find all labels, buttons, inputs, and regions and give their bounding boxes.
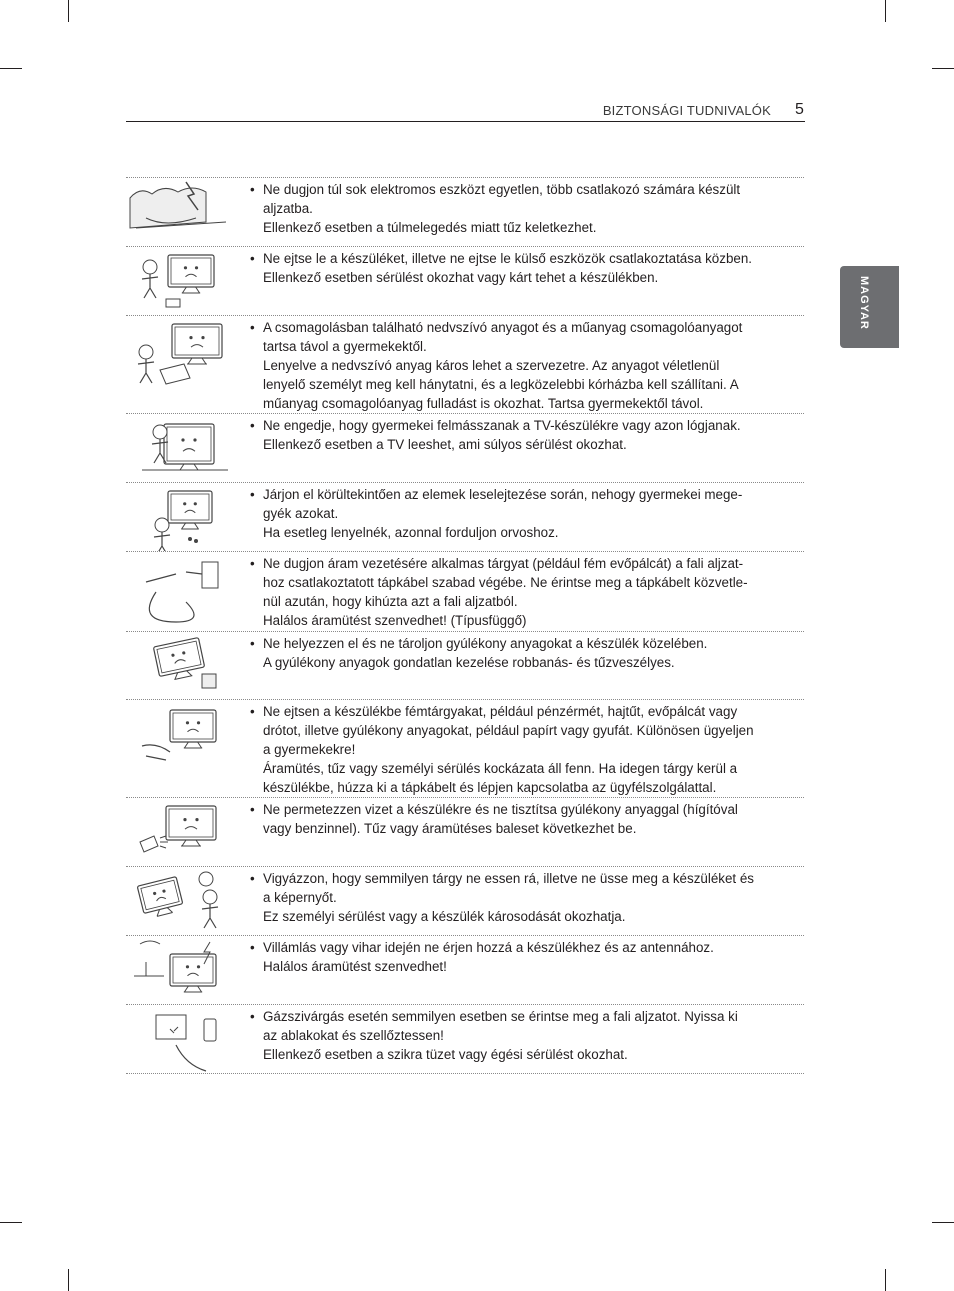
crop-mark [68,1269,69,1291]
warning-item [126,552,804,632]
warning-item [126,700,804,798]
bullet-icon: • [250,1009,255,1024]
warning-line: Vigyázzon, hogy semmilyen tárgy ne essen rá, illetve ne üsse meg a készüléket és [263,871,754,886]
warning-text [126,632,804,699]
warning-line: készülékbe, húzza ki a tápkábelt és lépjen kapcsolatba az ügyfélszolgálattal. [263,780,717,795]
warning-line: a képernyőt. [263,890,337,905]
warning-line: Villámlás vagy vihar idején ne érjen hozzá a készülékhez és az antennához. [263,940,714,955]
warning-line: Gázszivárgás esetén semmilyen esetben se érintse meg a fali aljzatot. Nyissa ki [263,1009,738,1024]
warning-line: Ellenkező esetben a TV leeshet, ami súlyos sérülést okozhat. [263,437,627,452]
bullet-icon: • [250,182,255,197]
bullet-icon: • [250,636,255,651]
warning-item [126,178,804,247]
header-rule [126,121,805,122]
warning-list [126,177,804,1074]
warning-line: Ne dugjon áram vezetésére alkalmas tárgyat (például fém evőpálcát) a fali aljzat- [263,556,744,571]
warning-line: Ellenkező esetben a szikra tüzet vagy égési sérülést okozhat. [263,1047,628,1062]
warning-item [126,936,804,1005]
bullet-icon: • [250,418,255,433]
warning-text [126,247,804,315]
warning-line: vagy benzinnel). Tűz vagy áramütéses baleset következhet be. [263,821,637,836]
warning-item [126,798,804,867]
crop-mark [885,0,886,22]
bullet-icon: • [250,251,255,266]
warning-line: Ha esetleg lenyelnék, azonnal forduljon orvoshoz. [263,525,559,540]
warning-text [126,700,804,797]
warning-line: Ne helyezzen el és ne tároljon gyúlékony anyagokat a készülék közelében. [263,636,708,651]
bullet-icon: • [250,940,255,955]
section-title: BIZTONSÁGI TUDNIVALÓK [602,103,771,118]
warning-item [126,632,804,700]
warning-line: Áramütés, tűz vagy személyi sérülés kockázata áll fenn. Ha idegen tárgy kerül a [263,761,738,776]
warning-text [126,316,804,413]
warning-item [126,247,804,316]
warning-line: nül azután, hogy kihúzta azt a fali aljzatból. [263,594,518,609]
warning-line: Ellenkező esetben sérülést okozhat vagy kárt tehet a készülékben. [263,270,659,285]
bullet-icon: • [250,704,255,719]
warning-line: Ne dugjon túl sok elektromos eszközt egyetlen, több csatlakozó számára készült [263,182,741,197]
crop-mark [0,1222,22,1223]
crop-mark [932,1222,954,1223]
warning-line: Ez személyi sérülést vagy a készülék károsodását okozhatja. [263,909,626,924]
warning-text [126,798,804,866]
warning-text [126,936,804,1004]
warning-line: Ne ejtse le a készüléket, illetve ne ejtse le külső eszközök csatlakoztatása közben. [263,251,753,266]
warning-item [126,316,804,414]
warning-item [126,483,804,552]
warning-line: A gyúlékony anyagok gondatlan kezelése robbanás- és tűzveszélyes. [263,655,675,670]
warning-line: az ablakokat és szellőztessen! [263,1028,444,1043]
crop-mark [932,68,954,69]
language-tab-label: MAGYAR [858,276,870,330]
warning-line: hoz csatlakoztatott tápkábel szabad végébe. Ne érintse meg a tápkábelt közvetle- [263,575,748,590]
warning-line: Ne engedje, hogy gyermekei felmásszanak a TV-készülékre vagy azon lógjanak. [263,418,741,433]
warning-text [126,178,804,246]
crop-mark [68,0,69,22]
warning-text [126,552,804,631]
warning-line: Járjon el körültekintően az elemek leselejtezése során, nehogy gyermekei mege- [263,487,743,502]
warning-line: Ne ejtsen a készülékbe fémtárgyakat, például pénzérmét, hajtűt, evőpálcát vagy [263,704,738,719]
warning-item [126,867,804,936]
warning-line: Lenyelve a nedvszívó anyag káros lehet a szervezetre. Az anyagot véletlenül [263,358,720,373]
warning-text [126,414,804,482]
bullet-icon: • [250,802,255,817]
warning-text [126,867,804,935]
warning-line: A csomagolásban található nedvszívó anyagot és a műanyag csomagolóanyagot [263,320,743,335]
warning-text [126,483,804,551]
warning-line: lenyelő személyt meg kell hánytatni, és a legközelebbi kórházba kell szállítani. A [263,377,739,392]
warning-line: Ne permetezzen vizet a készülékre és ne tisztítsa gyúlékony anyaggal (hígítóval [263,802,738,817]
warning-line: a gyermekekre! [263,742,356,757]
page-number: 5 [795,101,804,118]
crop-mark [0,68,22,69]
bullet-icon: • [250,871,255,886]
warning-line: Halálos áramütést szenvedhet! (Típusfüggő) [263,613,527,628]
warning-line: drótot, illetve gyúlékony anyagokat, például papírt vagy gyufát. Különösen ügyeljen [263,723,754,738]
warning-line: gyék azokat. [263,506,339,521]
warning-line: Ellenkező esetben a túlmelegedés miatt tűz keletkezhet. [263,220,597,235]
bullet-icon: • [250,320,255,335]
warning-item [126,1005,804,1074]
crop-mark [885,1269,886,1291]
language-tab[interactable] [840,266,899,348]
warning-line: aljzatba. [263,201,313,216]
bullet-icon: • [250,487,255,502]
bullet-icon: • [250,556,255,571]
warning-line: műanyag csomagolóanyag fulladást is okozhat. Tartsa gyermekektől távol. [263,396,704,411]
warning-line: tartsa távol a gyermekektől. [263,339,427,354]
warning-line: Halálos áramütést szenvedhet! [263,959,447,974]
warning-text [126,1005,804,1073]
warning-item [126,414,804,483]
